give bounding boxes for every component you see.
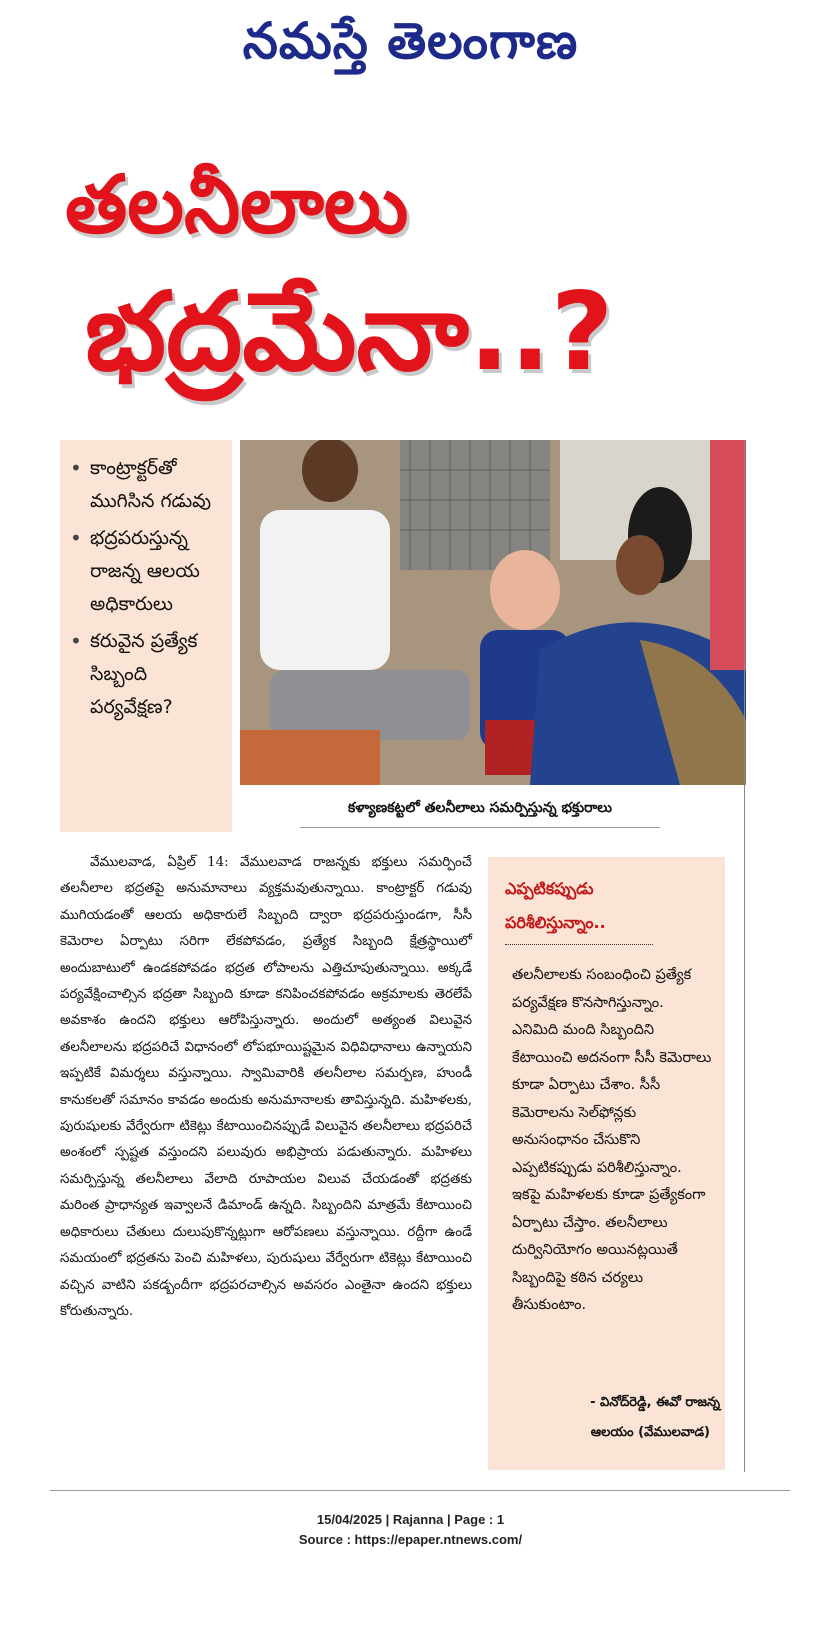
sidebar-quote-divider: [505, 944, 653, 945]
headline-line-1: తలనీలాలు: [65, 158, 409, 251]
highlight-item: • కాంట్రాక్టర్‌తో ముగిసిన గడువు: [68, 452, 226, 518]
highlight-item: • భద్రపరుస్తున్న రాజన్న ఆలయ అధికారులు: [68, 522, 226, 621]
sidebar-quote-signature-name: - వినోద్‌రెడ్డి, ఈవో రాజన్న: [590, 1395, 720, 1410]
highlights-box: [60, 440, 232, 832]
news-photo: [240, 440, 746, 785]
headline-line-2: భద్రమేనా..?: [85, 270, 614, 395]
highlights-list: [68, 452, 226, 724]
sidebar-quote-text: తలనీలాలకు సంబంధించి ప్రత్యేక పర్యవేక్షణ కొనసాగిస్తున్నాం. ఎనిమిది మంది సిబ్బందిని కేటాయించి అదనంగా సీసీ కెమెరాలు కూడా ఏర్పాటు చేశాం. సీసీ కెమెరాలను సెల్‌ఫోన్లకు అనుసంధానం చేసుకొని ఎప్పటికప్పుడు పరిశీలిస్తున్నాం. ఇకపై మహిళలకు కూడా ప్రత్యేకంగా ఏర్పాటు చేస్తాం. తలనీలాలు దుర్వినియోగం అయినట్లయితే సిబ్బందిపై కఠిన చర్యలు తీసుకుంటాం.: [512, 967, 712, 1313]
sidebar-quote-signature-place: ఆలయం (వేములవాడ): [590, 1425, 710, 1440]
footer-source: Source : https://epaper.ntnews.com/: [298, 1532, 523, 1547]
footer-meta: 15/04/2025 | Rajanna | Page : 1: [316, 1512, 505, 1527]
column-divider: [744, 440, 745, 1472]
footer-divider: [50, 1490, 790, 1491]
sidebar-quote-title: ఎప్పటికప్పుడు పరిశీలిస్తున్నాం..: [505, 879, 606, 932]
photo-caption: కళ్యాణకట్టలో తలనీలాలు సమర్పిస్తున్న భక్తురాలు: [300, 800, 660, 828]
photo-illustration: [240, 440, 746, 785]
newspaper-masthead: నమస్తే తెలంగాణ: [242, 12, 579, 70]
article-body: వేములవాడ, ఏప్రిల్ 14: వేములవాడ రాజన్నకు భక్తులు సమర్పించే తలనీలాల భద్రతపై అనుమానాలు వ్యక్తమవుతున్నాయి. కాంట్రాక్టర్ గడువు ముగియడంతో ఆలయ అధికారులే సిబ్బంది ద్వారా భద్రపరుస్తుండగా, సీసీ కెమెరాల ఏర్పాటు సరిగా లేకపోవడం, ప్రత్యేక సిబ్బంది క్షేత్రస్థాయిలో అందుబాటులో ఉండకపోవడం భద్రత లోపాలను ఎత్తిచూపుతున్నాయి. అక్కడే పర్యవేక్షించాల్సిన భద్రతా సిబ్బంది కూడా కనిపించకపోవడం అక్రమాలకు తెరలేపే అవకాశం ఉందని భక్తులు ఆరోపిస్తున్నారు. అందులో అత్యంత విలువైన తలనీలాలను భద్రపరిచే విధానంలో లోపభూయిష్టమైన విధివిధానాలు ఉన్నాయని ఇప్పటికే విమర్శలు వస్తున్నాయి. స్వామివారికి తలనీలాల సమర్పణ, హుండీ కానుకలతో సమానం కావడం అందుకు అనుమానాలకు తావిస్తున్నది. మహిళలకు, పురుషులకు వేర్వేరుగా టికెట్లు కేటాయించినప్పుడే విలువైన తలనీలాలు భద్రపరిచే అంశంలో స్పష్టత వస్తుందని పలువురు అభిప్రాయ పడుతున్నారు. మహిళలు సమర్పిస్తున్న తలనీలాలు వేలాది రూపాయల విలువ చేయడంతో భద్రతకు మరింత ప్రాధాన్యత ఇవ్వాలనే డిమాండ్ ఉన్నది. సిబ్బందిని మాత్రమే కేటాయించి అధికారులు చేతులు దులుపుకొన్నట్లుగా ఆరోపణలు వస్తున్నాయి. రద్దీగా ఉండే సమయంలో భద్రతను పెంచి మహిళలు, పురుషులు వేర్వేరుగా టికెట్లు కేటాయించి వచ్చిన వాటిని పకడ్బందీగా భద్రపరచాల్సిన అవసరం ఎంతైనా ఉందని భక్తులు కోరుతున్నారు.: [60, 855, 472, 1319]
highlight-item: • కరువైన ప్రత్యేక సిబ్బంది పర్యవేక్షణ?: [68, 625, 226, 724]
